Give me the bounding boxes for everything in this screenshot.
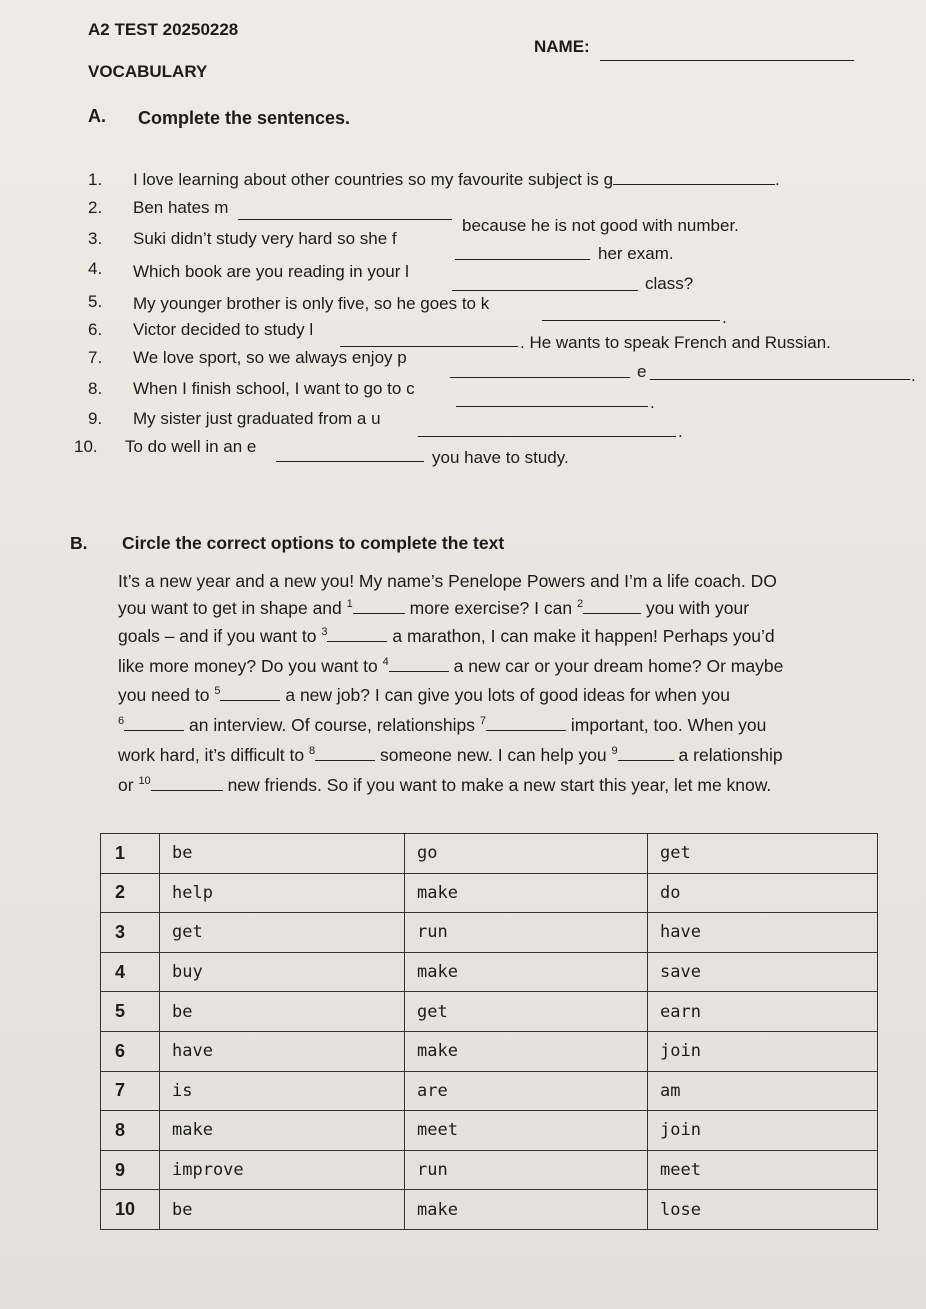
gap-5[interactable] [220,699,280,701]
answer-blank-2[interactable] [238,219,452,220]
gap-7[interactable] [486,729,566,731]
text-line-2c: you with your [645,597,750,618]
option-c[interactable]: join [648,1031,878,1071]
gap-1[interactable] [353,612,405,614]
row-number: 2 [101,873,160,913]
option-b[interactable]: make [405,952,648,992]
question-1-number: 1. [88,170,103,189]
text-line-4a: like more money? Do you want to [118,655,378,676]
text-line-2a: you want to get in shape and [118,597,342,618]
row-number: 9 [101,1150,160,1190]
question-3-number: 3. [88,229,103,248]
question-3-end: her exam. [598,244,674,263]
option-a[interactable]: buy [160,952,405,992]
option-c[interactable]: have [648,913,878,953]
row-number: 10 [101,1190,160,1230]
name-label: NAME: [534,37,590,56]
question-7-prompt: We love sport, so we always enjoy p [133,348,407,367]
gap-number-8: 8 [308,745,316,757]
gap-number-1: 1 [346,598,353,610]
table-row [101,1071,878,1111]
gap-8[interactable] [315,759,375,761]
question-7-number: 7. [88,348,103,367]
text-line-3a: goals – and if you want to [118,625,317,646]
row-number: 4 [101,952,160,992]
gap-number-10: 10 [138,775,151,787]
option-b[interactable]: make [405,873,648,913]
options-table [100,833,878,1230]
question-1-end: . [775,170,780,189]
option-c[interactable]: meet [648,1150,878,1190]
option-a[interactable]: improve [160,1150,405,1190]
gap-6[interactable] [124,729,184,731]
option-b[interactable]: meet [405,1111,648,1151]
answer-blank-7a[interactable] [450,377,630,378]
name-field-line[interactable] [600,60,854,61]
question-10-prompt: To do well in an e [125,437,257,456]
row-number: 5 [101,992,160,1032]
text-line-5a: you need to [118,684,210,705]
table-row [101,834,878,874]
row-number: 7 [101,1071,160,1111]
part-b-letter: B. [70,533,88,553]
option-a[interactable]: get [160,913,405,953]
option-c[interactable]: join [648,1111,878,1151]
question-5-end: . [722,308,727,327]
option-a[interactable]: be [160,1190,405,1230]
text-line-4b: a new car or your dream home? Or maybe [453,655,784,676]
question-8-prompt: When I finish school, I want to go to c [133,379,415,398]
question-6-number: 6. [88,320,103,339]
question-9-prompt: My sister just graduated from a u [133,409,381,428]
question-1-text [133,170,780,190]
question-2-number: 2. [88,198,103,217]
table-row [101,992,878,1032]
text-line-6a: an interview. Of course, relationships [189,714,475,735]
table-row [101,1190,878,1230]
table-row [101,873,878,913]
option-a[interactable]: help [160,873,405,913]
text-line-1: It’s a new year and a new you! My name’s Penelope Powers and I’m a life coach. DO [118,571,777,591]
question-4-number: 4. [88,259,103,278]
text-line-7b: someone new. I can help you [379,744,607,765]
option-c[interactable]: earn [648,992,878,1032]
gap-number-3: 3 [321,626,328,638]
question-6-end: . He wants to speak French and Russian. [520,333,831,352]
gap-9[interactable] [618,759,674,761]
option-c[interactable]: lose [648,1190,878,1230]
text-line-8a: or [118,774,134,795]
question-8-number: 8. [88,379,103,398]
question-9-end: . [678,422,683,441]
gap-4[interactable] [389,670,449,672]
text-line-7c: a relationship [678,744,783,765]
answer-blank-8[interactable] [456,406,648,407]
table-row [101,952,878,992]
question-10-end: you have to study. [432,448,569,467]
question-7-mid: e [637,362,647,381]
question-9-number: 9. [88,409,103,428]
question-8-end: . [650,393,655,412]
text-line-6b: important, too. When you [570,714,767,735]
option-b[interactable]: make [405,1190,648,1230]
question-10-number: 10. [74,437,98,456]
answer-blank-9[interactable] [418,436,676,437]
table-row [101,913,878,953]
table-row [101,1111,878,1151]
text-line-2b: more exercise? I can [409,597,573,618]
option-a[interactable]: be [160,992,405,1032]
question-7-end: . [911,366,916,385]
part-b-instruction: Circle the correct options to complete the text [122,533,505,553]
question-5-number: 5. [88,292,103,311]
option-a[interactable]: have [160,1031,405,1071]
option-b[interactable]: go [405,834,648,874]
table-row [101,1150,878,1190]
gap-number-2: 2 [576,598,584,610]
answer-blank-3[interactable] [455,259,590,260]
section-title: VOCABULARY [88,62,208,81]
answer-blank-10[interactable] [276,461,424,462]
row-number: 3 [101,913,160,953]
answer-blank-6[interactable] [340,346,518,347]
table-row [101,1031,878,1071]
question-2-end: because he is not good with number. [462,216,739,235]
question-2-prompt: Ben hates m [133,198,229,217]
text-line-3b: a marathon, I can make it happen! Perhaps you’d [392,625,775,646]
option-a[interactable]: be [160,834,405,874]
gap-number-4: 4 [382,656,389,668]
gap-number-6: 6 [118,715,125,727]
option-b[interactable]: run [405,1150,648,1190]
answer-blank-5[interactable] [542,320,720,321]
option-b[interactable]: make [405,1031,648,1071]
question-1-prompt: I love learning about other countries so my favourite subject is g [133,170,614,189]
test-title: A2 TEST 20250228 [88,20,239,39]
question-5-prompt: My younger brother is only five, so he goes to k [133,294,490,313]
question-4-prompt: Which book are you reading in your l [133,262,409,281]
question-6-prompt: Victor decided to study l [133,320,314,339]
option-b[interactable]: run [405,913,648,953]
answer-blank-4[interactable] [452,290,638,291]
gap-2[interactable] [583,612,641,614]
part-a-letter: A. [88,106,106,126]
text-line-7a: work hard, it’s difficult to [118,744,305,765]
row-number: 6 [101,1031,160,1071]
text-line-8 [118,766,771,801]
option-b[interactable]: are [405,1071,648,1111]
answer-blank-7b[interactable] [650,379,910,380]
option-c[interactable]: do [648,873,878,913]
gap-3[interactable] [327,640,387,642]
option-b[interactable]: get [405,992,648,1032]
answer-blank-1[interactable] [613,183,775,185]
gap-number-9: 9 [611,745,618,757]
question-4-end: class? [645,274,694,293]
option-a[interactable]: make [160,1111,405,1151]
row-number: 8 [101,1111,160,1151]
text-line-5b: a new job? I can give you lots of good ideas for when you [285,684,730,705]
part-a-instruction: Complete the sentences. [138,108,351,128]
gap-number-7: 7 [479,715,486,727]
option-c[interactable]: get [648,834,878,874]
gap-number-5: 5 [214,685,221,697]
option-c[interactable]: am [648,1071,878,1111]
row-number: 1 [101,834,160,874]
option-c[interactable]: save [648,952,878,992]
text-line-8b: new friends. So if you want to make a new start this year, let me know. [227,774,772,795]
option-a[interactable]: is [160,1071,405,1111]
gap-10[interactable] [151,789,223,791]
question-3-prompt: Suki didn’t study very hard so she f [133,229,397,248]
